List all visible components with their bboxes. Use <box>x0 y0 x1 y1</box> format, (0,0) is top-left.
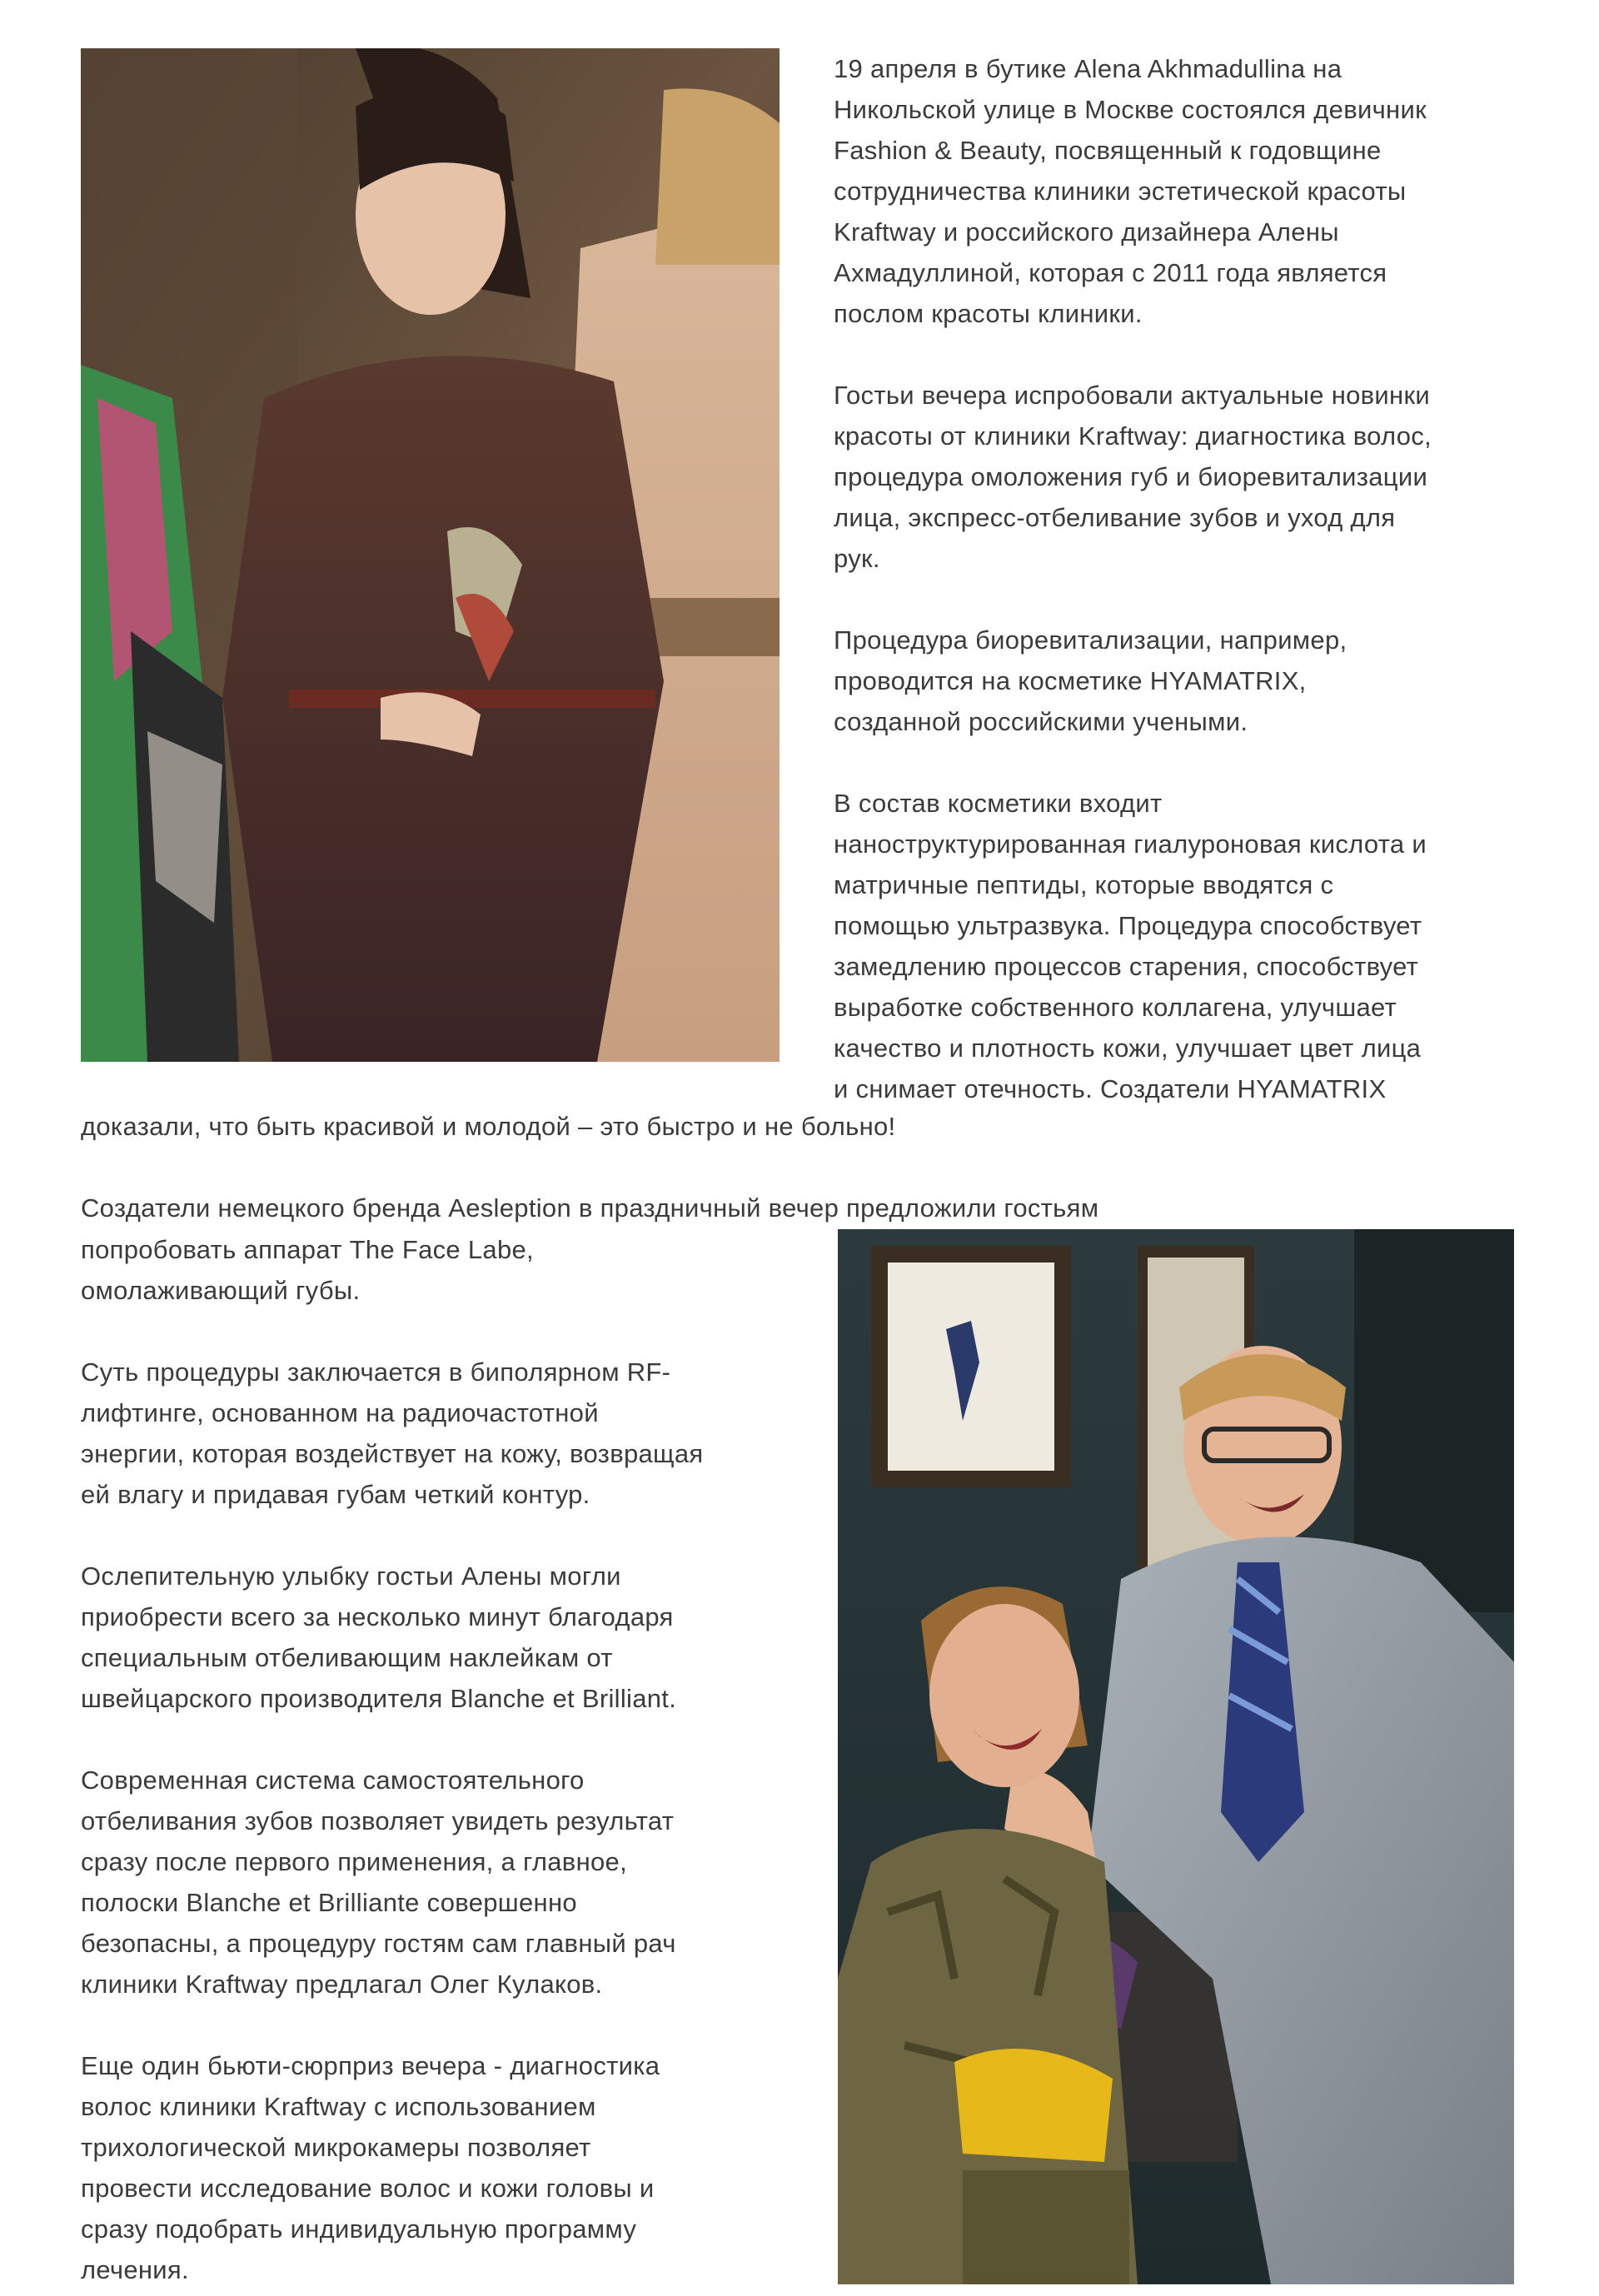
paragraph-whitening: Современная система самостоятельного отбеливания зубов позволяет увидеть результат сразу после первого применения, а главное, полоски Blanche et Brilliante совершенно безопасны, а процедуру гостям сам главный рач клиники Kraftway предлагал Олег Кулаков. <box>81 1766 676 1999</box>
paragraph-rf-lifting: Суть процедуры заключается в биполярном RF- лифтинге, основанном на радиочастотной энергии, которая воздействует на кожу, возвращая ей влагу и придавая губам четкий контур. <box>81 1357 704 1509</box>
paragraph-hair-diagnostics: Еще один бьюти-сюрприз вечера - диагностика волос клиники Kraftway с использованием трихологической микрокамеры позволяет провести исследование волос и кожи головы и сразу подобрать индивидуальную программу лечения. <box>81 2051 660 2284</box>
event-photo-doctor <box>838 1229 1514 2284</box>
paragraph-guests-tried: Гостьи вечера испробовали актуальные новинки красоты от клиники Kraftway: диагностика волос, процедура омоложения губ и биоревитализации лица, экспресс-отбеливание зубов и уход для рук. <box>834 381 1432 573</box>
paragraph-biorevitalization: Процедура биоревитализации, например, проводится на косметике HYAMATRIX, созданной российскими учеными. <box>834 625 1347 736</box>
paragraph-smile: Ослепительную улыбку гостьи Алены могли приобрести всего за несколько минут благодаря специальным отбеливающим наклейкам от швейцарского производителя Blanche et Brilliant. <box>81 1561 677 1713</box>
paragraph-face-labe: попробовать аппарат The Face Labe, омолаживающий губы. <box>81 1235 534 1305</box>
event-photo-model <box>81 48 780 1062</box>
paragraph-event-intro: 19 апреля в бутике Alena Akhmadullina на Никольской улице в Москве состоялся девичник Fashion & Beauty, посвященный к годовщине сотрудничества клиники эстетической красоты Kraftway и российского дизайнера Алены Ахмадуллиной, которая с 2011 года является послом красоты клиники. <box>834 54 1427 328</box>
article-column-bottom <box>81 1229 830 2290</box>
paragraph-aesleption-start: Создатели немецкого бренда Aesleption в праздничный вечер предложили гостьям <box>81 1193 1099 1223</box>
photo-model-icon <box>81 48 780 1062</box>
article-column-top <box>834 48 1583 1109</box>
paragraph-hyamatrix: В состав косметики входит наноструктурированная гиалуроновая кислота и матричные пептиды, которые вводятся с помощью ультразвука. Процедура способствует замедлению процессов старения, способствует выработке собственного коллагена, улучшает качество и плотность кожи, улучшает цвет лица и снимает отечность. Создатели HYAMATRIX <box>834 789 1427 1103</box>
paragraph-hyamatrix-end: доказали, что быть красивой и молодой – это быстро и не больно! <box>81 1112 896 1141</box>
article-fullwidth-aesleption <box>81 1188 1580 1228</box>
article-fullwidth-line <box>81 1106 1580 1147</box>
photo-doctor-icon <box>838 1229 1514 2284</box>
